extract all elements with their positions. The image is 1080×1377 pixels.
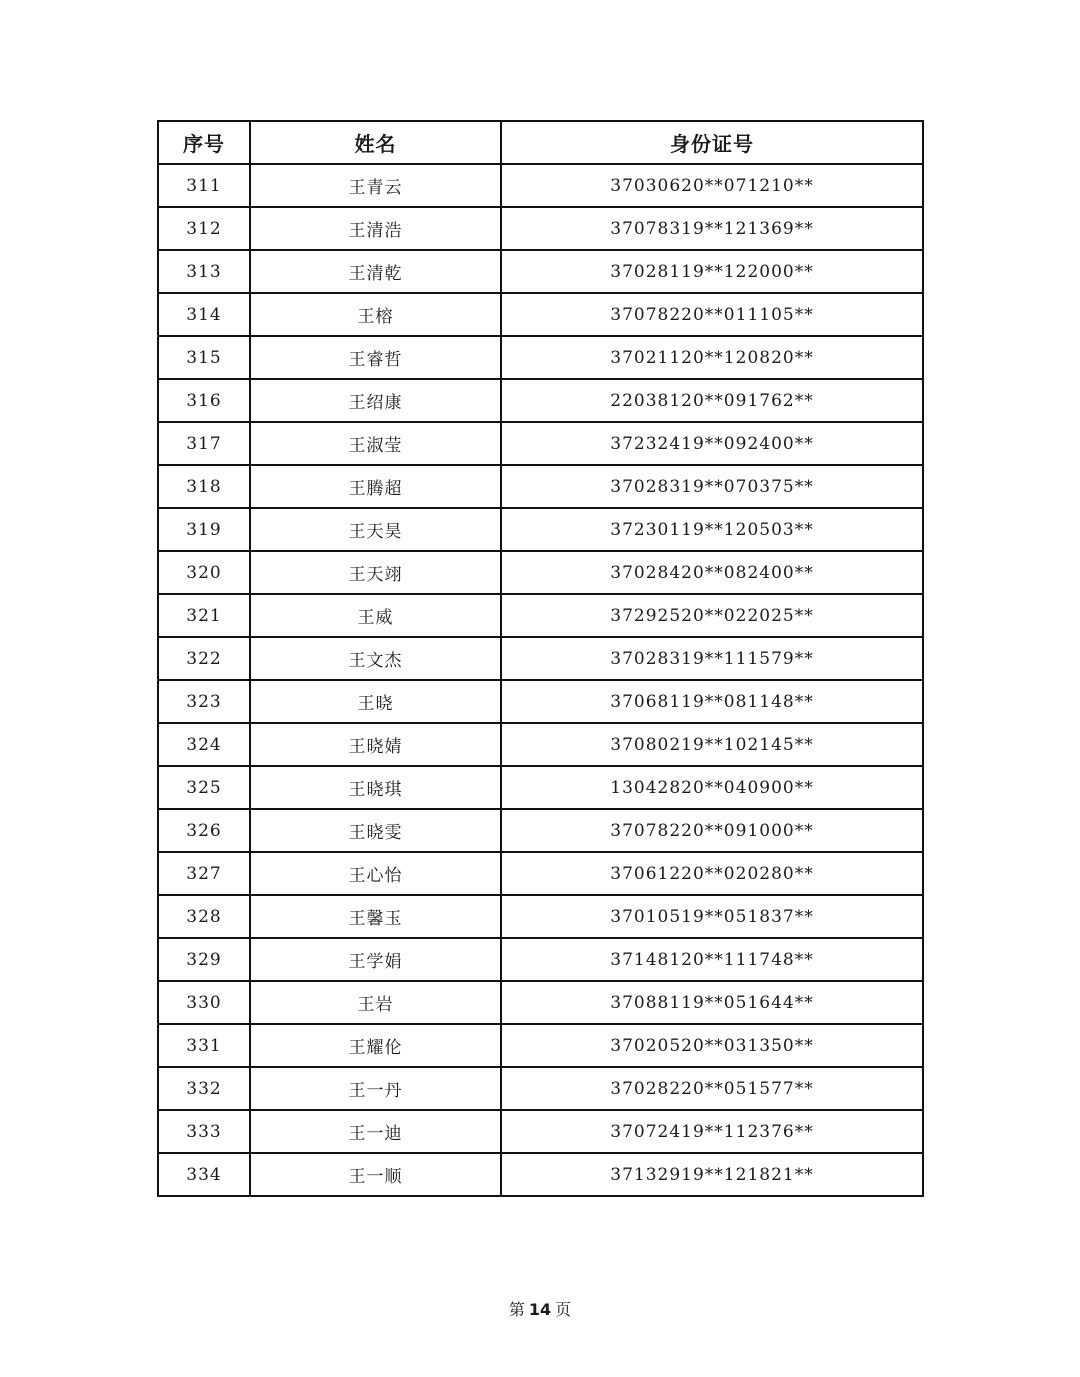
table-row xyxy=(158,551,923,594)
row-number: 319 xyxy=(158,508,250,551)
row-name: 王榕 xyxy=(250,293,501,336)
row-number: 323 xyxy=(158,680,250,723)
row-number: 332 xyxy=(158,1067,250,1110)
row-id-number: 37028119**122000** xyxy=(501,250,923,293)
row-id-number: 37078319**121369** xyxy=(501,207,923,250)
page-suffix: 页 xyxy=(555,1300,572,1319)
row-id-number: 37030620**071210** xyxy=(501,164,923,207)
row-number: 333 xyxy=(158,1110,250,1153)
row-number: 318 xyxy=(158,465,250,508)
table-row xyxy=(158,293,923,336)
row-name: 王文杰 xyxy=(250,637,501,680)
row-name: 王睿哲 xyxy=(250,336,501,379)
row-number: 312 xyxy=(158,207,250,250)
row-id-number: 37028319**070375** xyxy=(501,465,923,508)
row-number: 326 xyxy=(158,809,250,852)
page-footer xyxy=(0,1297,1080,1320)
roster-table xyxy=(157,120,924,1197)
row-id-number: 37020520**031350** xyxy=(501,1024,923,1067)
row-name: 王晓雯 xyxy=(250,809,501,852)
row-number: 320 xyxy=(158,551,250,594)
row-name: 王一丹 xyxy=(250,1067,501,1110)
row-number: 330 xyxy=(158,981,250,1024)
table-row xyxy=(158,250,923,293)
row-id-number: 37028220**051577** xyxy=(501,1067,923,1110)
row-name: 王心怡 xyxy=(250,852,501,895)
row-name: 王晓琪 xyxy=(250,766,501,809)
row-number: 328 xyxy=(158,895,250,938)
row-number: 315 xyxy=(158,336,250,379)
table-row xyxy=(158,852,923,895)
page-number: 14 xyxy=(528,1300,552,1319)
row-number: 311 xyxy=(158,164,250,207)
row-name: 王耀伦 xyxy=(250,1024,501,1067)
header-id-number: 身份证号 xyxy=(501,121,923,164)
table-row xyxy=(158,766,923,809)
header-name: 姓名 xyxy=(250,121,501,164)
row-name: 王绍康 xyxy=(250,379,501,422)
row-id-number: 37132919**121821** xyxy=(501,1153,923,1196)
table-header-row xyxy=(158,121,923,164)
row-number: 324 xyxy=(158,723,250,766)
row-number: 316 xyxy=(158,379,250,422)
row-name: 王天昊 xyxy=(250,508,501,551)
table-row xyxy=(158,637,923,680)
row-name: 王岩 xyxy=(250,981,501,1024)
row-number: 327 xyxy=(158,852,250,895)
table-row xyxy=(158,1110,923,1153)
table-row xyxy=(158,680,923,723)
row-name: 王清乾 xyxy=(250,250,501,293)
row-id-number: 13042820**040900** xyxy=(501,766,923,809)
row-name: 王淑莹 xyxy=(250,422,501,465)
row-id-number: 37010519**051837** xyxy=(501,895,923,938)
row-number: 331 xyxy=(158,1024,250,1067)
table-row xyxy=(158,1067,923,1110)
row-id-number: 37232419**092400** xyxy=(501,422,923,465)
row-name: 王青云 xyxy=(250,164,501,207)
row-id-number: 37080219**102145** xyxy=(501,723,923,766)
row-id-number: 37028319**111579** xyxy=(501,637,923,680)
row-name: 王一迪 xyxy=(250,1110,501,1153)
row-name: 王天翊 xyxy=(250,551,501,594)
table-row xyxy=(158,465,923,508)
row-name: 王馨玉 xyxy=(250,895,501,938)
table-row xyxy=(158,1024,923,1067)
row-name: 王清浩 xyxy=(250,207,501,250)
table-body xyxy=(158,164,923,1196)
table-row xyxy=(158,207,923,250)
table-row xyxy=(158,938,923,981)
table-row xyxy=(158,723,923,766)
row-name: 王腾超 xyxy=(250,465,501,508)
table-row xyxy=(158,981,923,1024)
row-id-number: 37148120**111748** xyxy=(501,938,923,981)
table-row xyxy=(158,379,923,422)
row-number: 314 xyxy=(158,293,250,336)
table-row xyxy=(158,594,923,637)
row-id-number: 37061220**020280** xyxy=(501,852,923,895)
table-row xyxy=(158,508,923,551)
row-number: 313 xyxy=(158,250,250,293)
header-number: 序号 xyxy=(158,121,250,164)
row-number: 334 xyxy=(158,1153,250,1196)
table-row xyxy=(158,164,923,207)
row-name: 王威 xyxy=(250,594,501,637)
row-name: 王晓 xyxy=(250,680,501,723)
row-id-number: 37072419**112376** xyxy=(501,1110,923,1153)
row-id-number: 37078220**091000** xyxy=(501,809,923,852)
row-id-number: 37292520**022025** xyxy=(501,594,923,637)
row-number: 317 xyxy=(158,422,250,465)
row-id-number: 22038120**091762** xyxy=(501,379,923,422)
row-number: 321 xyxy=(158,594,250,637)
row-id-number: 37021120**120820** xyxy=(501,336,923,379)
row-id-number: 37088119**051644** xyxy=(501,981,923,1024)
table-row xyxy=(158,422,923,465)
row-id-number: 37230119**120503** xyxy=(501,508,923,551)
table-row xyxy=(158,809,923,852)
row-id-number: 37078220**011105** xyxy=(501,293,923,336)
row-name: 王晓婧 xyxy=(250,723,501,766)
row-id-number: 37028420**082400** xyxy=(501,551,923,594)
row-number: 325 xyxy=(158,766,250,809)
row-name: 王一顺 xyxy=(250,1153,501,1196)
page-prefix: 第 xyxy=(508,1300,525,1319)
table-row xyxy=(158,336,923,379)
table-row xyxy=(158,895,923,938)
table-row xyxy=(158,1153,923,1196)
row-number: 329 xyxy=(158,938,250,981)
row-number: 322 xyxy=(158,637,250,680)
row-name: 王学娟 xyxy=(250,938,501,981)
row-id-number: 37068119**081148** xyxy=(501,680,923,723)
